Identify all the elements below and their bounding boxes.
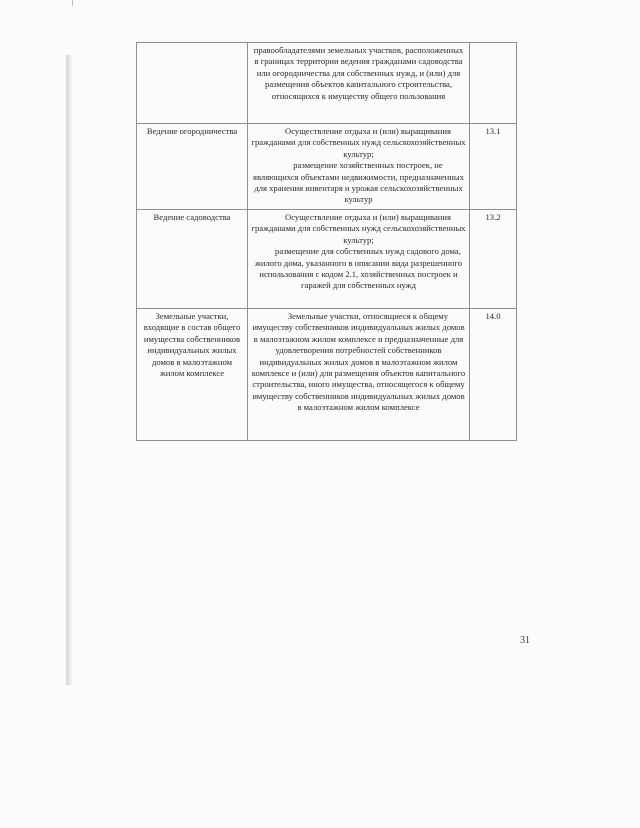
use-description-cell <box>248 124 470 210</box>
description-paragraph: правообладателями земельных участков, расположенных в границах территории ведения гражданами садоводства или огородничества для собственных нужд, и (или) для размещения объектов капитального строительства, относящихся к имуществу общего пользования <box>253 45 464 101</box>
table-row <box>137 43 517 124</box>
description-paragraph: размещение для собственных нужд садового дома, жилого дома, указанного в описании вида разрешенного использования с кодом 2.1, хозяйственных построек и гаражей для собственных нужд <box>254 246 462 291</box>
scan-mark <box>72 0 73 6</box>
description-paragraph: размещение хозяйственных построек, не являющихся объектами недвижимости, предназначенных для хранения инвентаря и урожая сельскохозяйственных культур <box>253 160 464 205</box>
use-code-cell <box>470 43 517 124</box>
description-paragraph: Земельные участки, относящиеся к общему имуществу собственников индивидуальных жилых домов в малоэтажном жилом комплексе и предназначенные для удовлетворения потребностей собственников индивидуальных жилых домов в малоэтажном жилом комплексе и (или) для размещения объектов капитального строительства, иного имущества, относящегося к общему имуществу собственников индивидуальных жилых домов в малоэтажном жилом комплексе <box>251 311 466 413</box>
table-row <box>137 210 517 309</box>
use-name-cell: Ведение огородничества <box>137 124 248 210</box>
use-description-cell <box>248 309 470 441</box>
scan-binding-shadow <box>66 55 72 685</box>
use-name-cell: Земельные участки, входящие в состав общего имущества собственников индивидуальных жилых домов в малоэтажном жилом комплексе <box>137 309 248 441</box>
table-row <box>137 309 517 441</box>
description-paragraph: Осуществление отдыха и (или) выращивания гражданами для собственных нужд сельскохозяйственных культур; <box>251 126 466 159</box>
use-code-cell: 13.2 <box>470 210 517 309</box>
use-code-cell: 14.0 <box>470 309 517 441</box>
table-row <box>137 124 517 210</box>
use-name-cell <box>137 43 248 124</box>
page-number: 31 <box>520 635 530 646</box>
use-code-cell: 13.1 <box>470 124 517 210</box>
use-description-cell <box>248 210 470 309</box>
use-description-cell <box>248 43 470 124</box>
land-use-table <box>136 42 517 441</box>
use-name-cell: Ведение садоводства <box>137 210 248 309</box>
description-paragraph: Осуществление отдыха и (или) выращивания гражданами для собственных нужд сельскохозяйственных культур; <box>251 212 466 245</box>
